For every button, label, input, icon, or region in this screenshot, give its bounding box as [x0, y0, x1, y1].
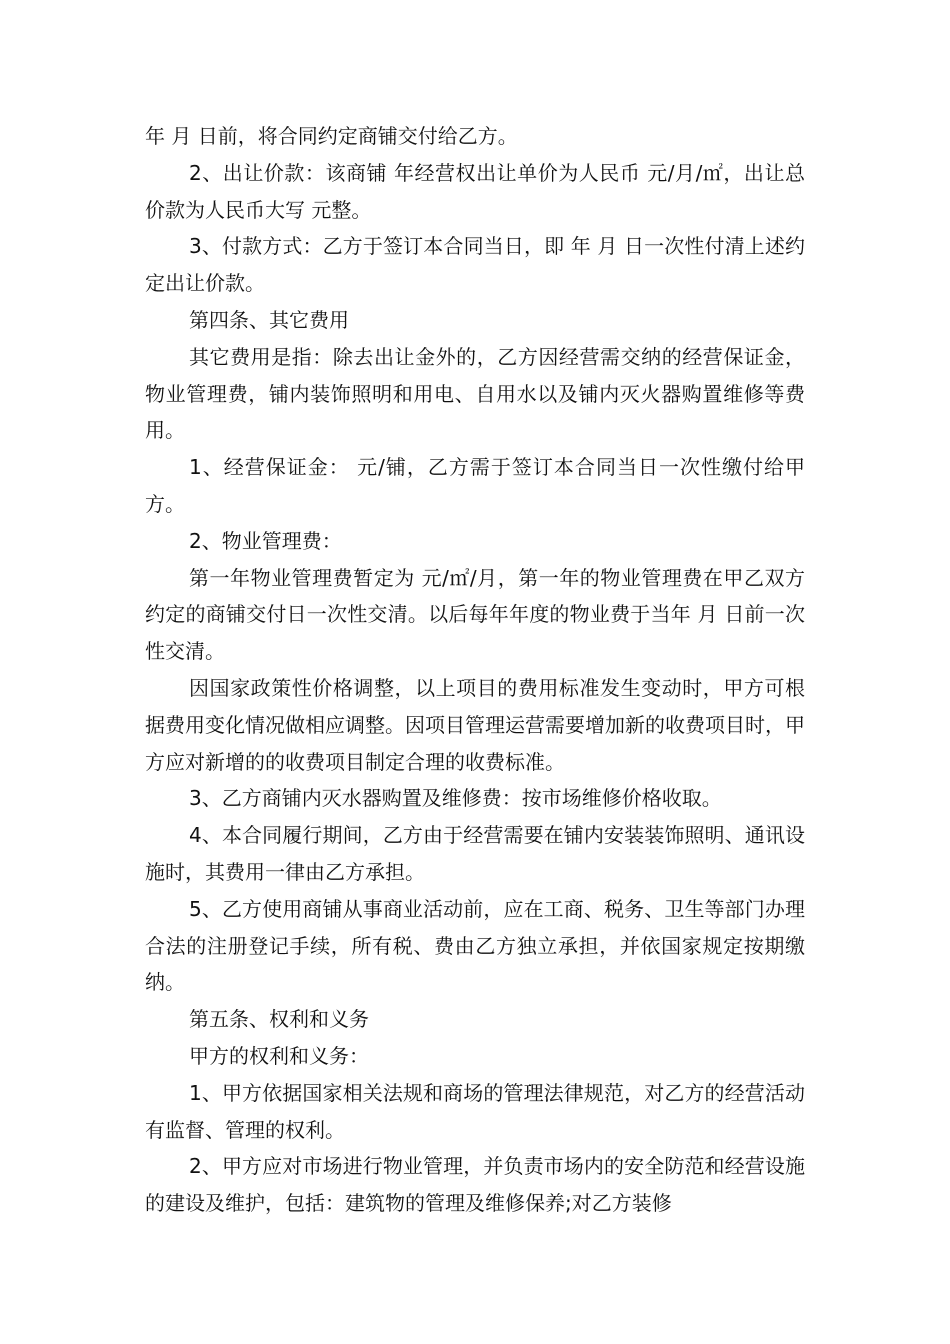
paragraph-payment-method: 3、付款方式：乙方于签订本合同当日，即 年 月 日一次性付清上述约定出让价款。: [145, 234, 805, 296]
paragraph-property-fee-rate: 第一年物业管理费暂定为 元/㎡/月，第一年的物业管理费在甲乙双方约定的商铺交付日一次性交清。以后每年年度的物业费于当年 月 日前一次性交清。: [145, 565, 805, 664]
paragraph-property-fee-heading: 2、物业管理费：: [189, 528, 342, 553]
paragraph-deposit: 1、经营保证金： 元/铺，乙方需于签订本合同当日一次性缴付给甲方。: [145, 455, 805, 516]
section-heading-article-5: 第五条、权利和义务: [189, 1007, 369, 1032]
paragraph-price-adjustment: 因国家政策性价格调整，以上项目的费用标准发生变动时，甲方可根据费用变化情况做相应调整。因项目管理运营需要增加新的收费项目时，甲方应对新增的的收费项目制定合理的收费标准。: [145, 675, 805, 774]
paragraph-registration-taxes: 5、乙方使用商铺从事商业活动前，应在工商、税务、卫生等部门办理合法的注册登记手续，所有税、费由乙方独立承担，并依国家规定按期缴纳。: [145, 896, 805, 995]
paragraph-party-a-heading: 甲方的权利和义务：: [189, 1043, 369, 1068]
paragraph-delivery-date: 年 月 日前，将合同约定商铺交付给乙方。: [145, 124, 518, 148]
section-heading-article-4: 第四条、其它费用: [189, 307, 349, 332]
paragraph-transfer-price: 2、出让价款：该商铺 年经营权出让单价为人民币 元/月/㎡，出让总价款为人民币大写 元整。: [145, 160, 805, 222]
paragraph-extinguisher-fee: 3、乙方商铺内灭水器购置及维修费：按市场维修价格收取。: [189, 786, 722, 811]
paragraph-party-a-right-1: 1、甲方依据国家相关法规和商场的管理法律规范，对乙方的经营活动有监督、管理的权利。: [145, 1080, 805, 1142]
paragraph-other-fees-definition: 其它费用是指：除去出让金外的，乙方因经营需交纳的经营保证金，物业管理费，铺内装饰照明和用电、自用水以及铺内灭火器购置维修等费用。: [145, 344, 805, 443]
paragraph-installation-cost: 4、本合同履行期间，乙方由于经营需要在铺内安装装饰照明、通讯设施时，其费用一律由乙方承担。: [145, 823, 805, 884]
contract-body: [145, 118, 805, 1222]
paragraph-party-a-right-2: 2、甲方应对市场进行物业管理，并负责市场内的安全防范和经营设施的建设及维护，包括：建筑物的管理及维修保养;对乙方装修: [145, 1154, 805, 1216]
